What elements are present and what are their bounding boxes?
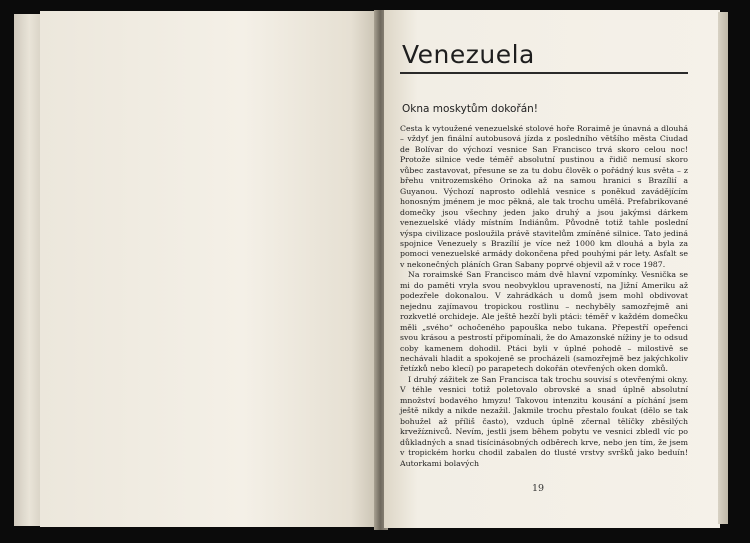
paragraph-3: I druhý zážitek ze San Francisca tak trochu souvisí s otevřenými okny. V téhle vesnici totiž poletovalo obrovské a snad úplně absolutní množství bodavého hmyzu! Takovou intenzitu kousání a píchání jsem ještě nikdy a nikde nezažil. Jakmile trochu přestalo foukat (dělo se tak bohužel až příliš často), vzduch úplně zčernal tělíčky zběsilých krvežíznivců. Nevím, jestli jsem během pobytu ve vesnici zbledl víc po důkladných a snad tisícinásobných odběrech krve, nebo jen tím, že jsem v tropickém horku chodil zabalen do tlusté vrstvy svršků jako beduín! Autorkami bolavých [400, 374, 688, 468]
paragraph-1: Cesta k vytoužené venezuelské stolové hoře Roraimě je únavná a dlouhá – vždyť jen finální autobusová jízda z posledního většího města Ciudad de Bolívar do výchozí vesnice San Francisco trvá skoro celou noc! Protože silnice vede téměř absolutní pustinou a řidič nemusí skoro vůbec zastavovat, přesune se za tu dobu člověk o pořádný kus světa – z břehu vnitrozemského Orinoka až na samou hranici s Brazílií a Guyanou. Výchozí naprosto odlehlá vesnice s poněkud zavádějícím honosným jménem je moc pěkná, ale tak trochu umělá. Prefabrikované domečky jsou všechny jeden jako druhý a jsou jakýmsi dárkem venezuelské vlády místním Indiánům. Původně totiž tahle poslední výspa civilizace posloužila právě stavitelům zmíněné silnice. Tato jediná spojnice Venezuely s Brazílií je více než 1000 km dlouhá a byla za pomoci venezuelské armády dokončena před pouhými pár lety. Asfalt se v nekonečných pláních Gran Sabany poprvé objevil až v roce 1987. [400, 124, 688, 269]
left-blank-page [40, 11, 378, 527]
book-edge-right [718, 12, 728, 524]
book-edge-left [14, 14, 42, 526]
title-underline [400, 72, 688, 74]
paragraph-2: Na roraimské San Francisco mám dvě hlavní vzpomínky. Vesnička se mi do paměti vryla svou neobvyklou upraveností, na Jižní Ameriku až podezřele dokonalou. V zahrádkách u domů jsem mohl obdivovat nejednu zajímavou tropickou rostlinu – nechyběly samozřejmě ani rozkvetlé orchideje. Ale ještě hezčí byli ptáci: téměř v každém domečku měli „svého“ ochočeného papouška nebo tukana. Přepestří opeřenci svou krásou a pestrostí připomínali, že do Amazonské nížiny je to odsud coby kamenem dohodil. Ptáci byli v úplné pohodě – milostivě se nechávali hladit a spokojeně se procházeli (samozřejmě bez jakýchkoliv řetízků nebo klecí) po parapetech dokořán otevřených oken domků. [400, 270, 688, 374]
section-heading: Okna moskytům dokořán! [402, 103, 538, 115]
body-text [400, 124, 688, 469]
chapter-title: Venezuela [402, 40, 535, 69]
page-number: 19 [532, 483, 545, 494]
